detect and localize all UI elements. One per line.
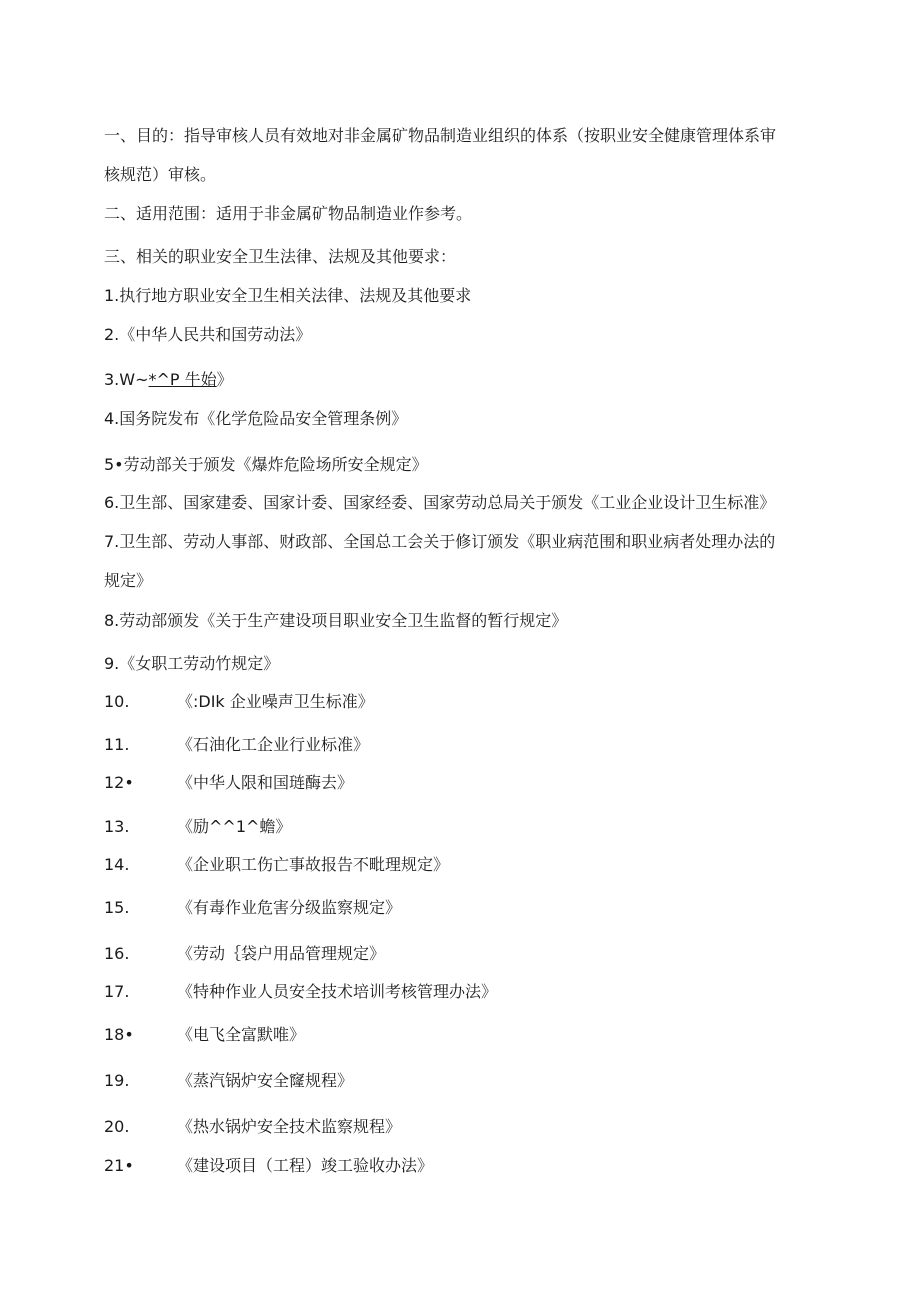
- list-number: 11.: [104, 735, 130, 754]
- list-item-text: 《中华人限和国琏酶去》: [177, 773, 354, 792]
- list-item-text: 《有毒作业危害分级监察规定》: [177, 898, 402, 917]
- section-purpose-line1: 一、目的：指导审核人员有效地对非金属矿物品制造业组织的体系（按职业安全健康管理体系审: [104, 126, 777, 145]
- list-item-2: 2.《中华人民共和国劳动法》: [104, 325, 312, 344]
- list-item-3-suffix: 》: [216, 370, 233, 389]
- list-number: 18•: [104, 1025, 134, 1044]
- section-requirements: 三、相关的职业安全卫生法律、法规及其他要求：: [104, 247, 457, 266]
- list-item-3-underlined: *^P 牛始: [148, 370, 217, 389]
- list-item-9: 9.《女职工劳动竹规定》: [104, 654, 280, 673]
- list-number: 17.: [104, 982, 130, 1001]
- list-item-3-prefix: 3.W~: [104, 370, 149, 389]
- section-purpose-line2: 核规范）审核。: [104, 165, 217, 184]
- list-number: 16.: [104, 944, 130, 963]
- list-item-text: 《建设项目（工程）竣工验收办法》: [177, 1156, 434, 1175]
- list-number: 15.: [104, 898, 130, 917]
- list-number: 10.: [104, 692, 130, 711]
- list-number: 21•: [104, 1156, 134, 1175]
- list-number: 12•: [104, 773, 134, 792]
- list-item-7-line2: 规定》: [104, 571, 153, 590]
- list-item-3: [104, 369, 233, 391]
- list-item-text: 《企业职工伤亡事故报告不毗理规定》: [177, 855, 450, 874]
- list-number: 14.: [104, 855, 130, 874]
- list-item-text: 《励^^1^蟾》: [177, 817, 292, 836]
- list-item-6: 6.卫生部、国家建委、国家计委、国家经委、国家劳动总局关于颁发《工业企业设计卫生标准》: [104, 493, 776, 512]
- list-item-text: 《:DIk 企业噪声卫生标准》: [177, 692, 374, 711]
- list-item-text: 《石油化工企业行业标准》: [177, 735, 370, 754]
- list-item-text: 《热水锅炉安全技术监察规程》: [177, 1117, 402, 1136]
- list-number: 20.: [104, 1117, 130, 1136]
- list-item-4: 4.国务院发布《化学危险品安全管理条例》: [104, 409, 408, 428]
- list-item-text: 《特种作业人员安全技术培训考核管理办法》: [177, 982, 498, 1001]
- section-scope: 二、适用范围：适用于非金属矿物品制造业作参考。: [104, 204, 473, 223]
- list-item-text: 《劳动｛袋户用品管理规定》: [177, 944, 386, 963]
- list-item-text: 《电飞全富默唯》: [177, 1025, 306, 1044]
- list-item-8: 8.劳动部颁发《关于生产建设项目职业安全卫生监督的暂行规定》: [104, 611, 568, 630]
- list-item-5: 5•劳动部关于颁发《爆炸危险场所安全规定》: [104, 455, 428, 474]
- list-item-text: 《蒸汽锅炉安全窿规程》: [177, 1071, 354, 1090]
- list-item-1: 1.执行地方职业安全卫生相关法律、法规及其他要求: [104, 286, 472, 305]
- list-number: 19.: [104, 1071, 130, 1090]
- list-item-7-line1: 7.卫生部、劳动人事部、财政部、全国总工会关于修订颁发《职业病范围和职业病者处理办法的: [104, 532, 776, 551]
- list-number: 13.: [104, 817, 130, 836]
